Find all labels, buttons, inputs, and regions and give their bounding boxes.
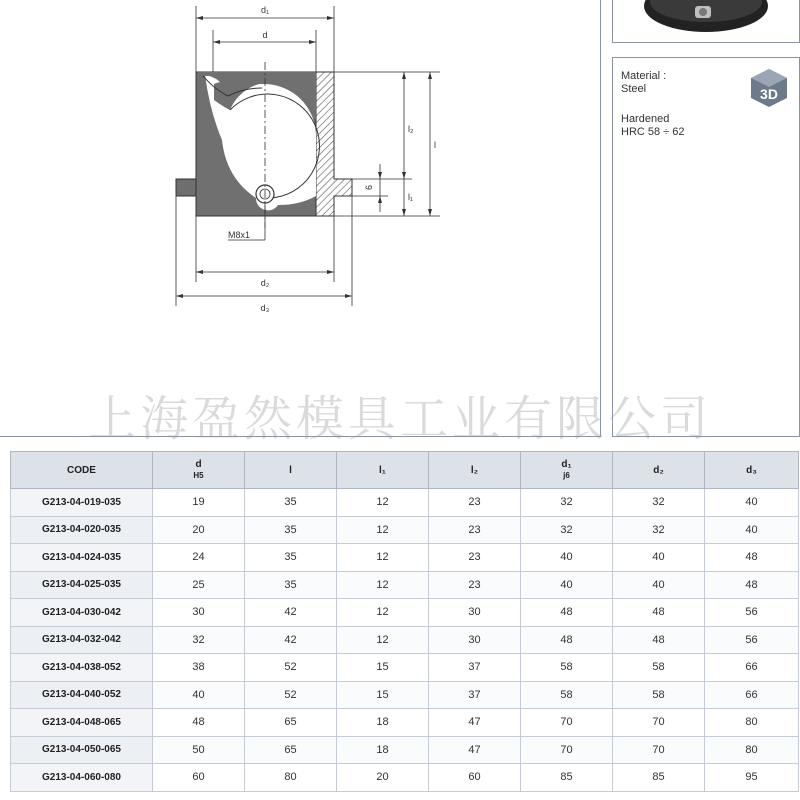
table-cell-code: G213-04-038-052 (11, 654, 153, 682)
table-header-sublabel: H5 (193, 471, 204, 480)
table-cell: 35 (245, 571, 337, 599)
table-cell: 48 (521, 599, 613, 627)
table-cell: 12 (337, 544, 429, 572)
bushing-body (176, 62, 352, 228)
product-photo-image (613, 0, 799, 43)
table-cell: 58 (613, 654, 705, 682)
table-header-label: CODE (67, 464, 96, 476)
table-cell: 60 (153, 764, 245, 792)
table-cell: 52 (245, 654, 337, 682)
dim-label-6: 6 (364, 184, 374, 190)
table-cell: 40 (521, 571, 613, 599)
table-cell: 56 (705, 599, 799, 627)
table-header-1 (153, 452, 245, 489)
table-cell: 85 (521, 764, 613, 792)
material-label: Material : (621, 70, 667, 82)
dim-label-l1: l₁ (408, 192, 414, 202)
table-cell: 32 (521, 489, 613, 517)
product-photo (612, 0, 800, 43)
table-cell: 42 (245, 626, 337, 654)
table-cell: 20 (337, 764, 429, 792)
table-cell: 35 (245, 489, 337, 517)
table-cell-code: G213-04-048-065 (11, 709, 153, 737)
table-header-3 (337, 452, 429, 489)
table-row (11, 544, 799, 572)
table-cell-code: G213-04-050-065 (11, 736, 153, 764)
table-cell-code: G213-04-040-052 (11, 681, 153, 709)
table-cell-code: G213-04-019-035 (11, 489, 153, 517)
table-cell: 37 (429, 681, 521, 709)
table-cell: 12 (337, 489, 429, 517)
material-value: Steel (621, 83, 647, 95)
table-header-label: d (195, 459, 202, 470)
table-header-label: d₃ (746, 464, 757, 476)
table-cell: 58 (613, 681, 705, 709)
table-cell: 80 (705, 736, 799, 764)
table-cell: 23 (429, 516, 521, 544)
table-row (11, 626, 799, 654)
table-header-2 (245, 452, 337, 489)
table-cell-code: G213-04-020-035 (11, 516, 153, 544)
table-cell: 66 (705, 654, 799, 682)
dim-label-thread: M8x1 (228, 230, 251, 240)
table-cell: 47 (429, 736, 521, 764)
table-row (11, 654, 799, 682)
table-cell-code: G213-04-030-042 (11, 599, 153, 627)
table-cell: 25 (153, 571, 245, 599)
table-cell: 32 (613, 516, 705, 544)
table-cell: 30 (429, 626, 521, 654)
drawing-panel (0, 0, 601, 437)
technical-drawing (0, 0, 600, 436)
table-cell-code: G213-04-060-080 (11, 764, 153, 792)
table-cell: 65 (245, 709, 337, 737)
table-cell: 56 (705, 626, 799, 654)
table-cell-code: G213-04-032-042 (11, 626, 153, 654)
table-header-label: d₁ (561, 459, 572, 470)
table-header-sublabel: j6 (563, 471, 570, 480)
table-cell: 38 (153, 654, 245, 682)
table-cell: 12 (337, 599, 429, 627)
table-cell: 23 (429, 489, 521, 517)
table-row (11, 764, 799, 792)
table-cell: 12 (337, 571, 429, 599)
table-cell: 60 (429, 764, 521, 792)
table-cell: 32 (153, 626, 245, 654)
table-row (11, 516, 799, 544)
dim-label-d2: d₂ (260, 278, 270, 288)
table-header-4 (429, 452, 521, 489)
table-cell: 66 (705, 681, 799, 709)
table-cell: 40 (613, 571, 705, 599)
table-cell: 65 (245, 736, 337, 764)
table-header-7 (705, 452, 799, 489)
table-cell: 23 (429, 544, 521, 572)
hardened-label: Hardened (621, 113, 670, 125)
table-cell: 48 (613, 599, 705, 627)
table-cell: 40 (705, 489, 799, 517)
table-cell: 19 (153, 489, 245, 517)
table-row (11, 489, 799, 517)
table-cell: 70 (521, 709, 613, 737)
dim-label-l: l (434, 140, 436, 150)
table-cell: 40 (705, 516, 799, 544)
table-cell: 85 (613, 764, 705, 792)
table-header-label: l₁ (379, 464, 386, 476)
table-cell: 70 (613, 709, 705, 737)
table-cell: 48 (705, 571, 799, 599)
table-cell-code: G213-04-025-035 (11, 571, 153, 599)
table-cell: 58 (521, 681, 613, 709)
table-cell: 80 (705, 709, 799, 737)
table-cell: 50 (153, 736, 245, 764)
table-cell: 23 (429, 571, 521, 599)
table-cell: 58 (521, 654, 613, 682)
table-cell: 40 (613, 544, 705, 572)
table-header-label: l (289, 464, 292, 476)
table-cell: 70 (521, 736, 613, 764)
table-cell: 48 (521, 626, 613, 654)
table-cell: 32 (613, 489, 705, 517)
table-cell: 48 (705, 544, 799, 572)
dim-label-d1: d₁ (260, 5, 270, 15)
table-header-label: l₂ (470, 464, 479, 476)
hardness-value: HRC 58 ÷ 62 (621, 126, 685, 138)
table-cell: 95 (705, 764, 799, 792)
table-cell-code: G213-04-024-035 (11, 544, 153, 572)
table-cell: 35 (245, 544, 337, 572)
table-header-0 (11, 452, 153, 489)
table-cell: 80 (245, 764, 337, 792)
table-header-row (11, 452, 799, 489)
table-cell: 20 (153, 516, 245, 544)
table-row (11, 709, 799, 737)
table-cell: 18 (337, 709, 429, 737)
table-cell: 35 (245, 516, 337, 544)
table-cell: 70 (613, 736, 705, 764)
table-cell: 37 (429, 654, 521, 682)
table-cell: 40 (153, 681, 245, 709)
table-cell: 18 (337, 736, 429, 764)
dim-label-l2: l₂ (408, 124, 414, 134)
table-cell: 12 (337, 626, 429, 654)
dim-label-d: d (262, 30, 268, 40)
table-cell: 48 (153, 709, 245, 737)
table-cell: 52 (245, 681, 337, 709)
table-cell: 12 (337, 516, 429, 544)
dim-label-d3: d₃ (260, 303, 270, 313)
3d-model-icon[interactable] (750, 68, 788, 108)
table-cell: 42 (245, 599, 337, 627)
table-row (11, 681, 799, 709)
table-cell: 32 (521, 516, 613, 544)
table-cell: 24 (153, 544, 245, 572)
table-cell: 15 (337, 654, 429, 682)
table-cell: 30 (153, 599, 245, 627)
table-cell: 40 (521, 544, 613, 572)
3d-badge-text: 3D (760, 86, 778, 102)
table-header-5 (521, 452, 613, 489)
table-body (11, 489, 799, 792)
watermark: 上海盈然模具工业有限公司 (87, 391, 712, 447)
table-header-label: d₂ (653, 464, 664, 476)
spec-table (10, 451, 799, 792)
table-cell: 48 (613, 626, 705, 654)
table-row (11, 599, 799, 627)
table-header-6 (613, 452, 705, 489)
table-cell: 15 (337, 681, 429, 709)
table-row (11, 736, 799, 764)
table-row (11, 571, 799, 599)
table-cell: 47 (429, 709, 521, 737)
table-cell: 30 (429, 599, 521, 627)
